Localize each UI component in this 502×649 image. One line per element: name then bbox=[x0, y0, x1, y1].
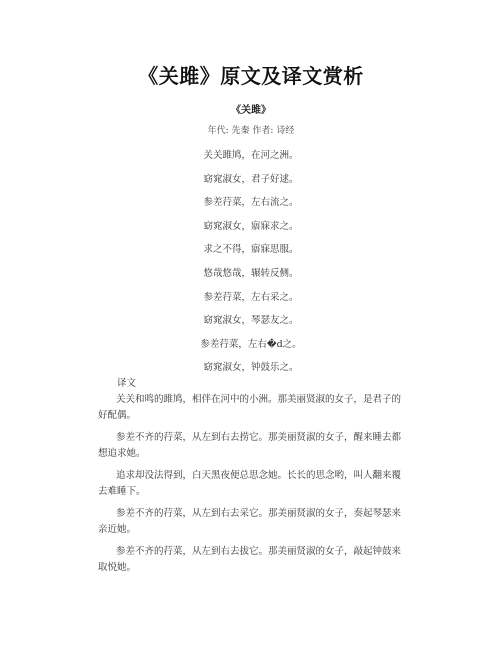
poem-line: 窈窕淑女，君子好逑。 bbox=[203, 173, 299, 185]
poem-line: 参差荇菜，左右流之。 bbox=[203, 197, 299, 209]
translation-heading: 译文 bbox=[117, 378, 137, 389]
translation-paragraph: 参差不齐的荇菜，从左到右去拔它。那美丽贤淑的女子，敲起钟鼓来取悦她。 bbox=[98, 546, 402, 573]
document-title: 《关雎》原文及译文赏析 bbox=[138, 64, 364, 88]
poem-meta: 年代: 先秦 作者: 诗经 bbox=[207, 126, 295, 136]
poem-line: 关关雎鸠，在河之洲。 bbox=[203, 150, 299, 161]
poem-line: 求之不得，寤寐思服。 bbox=[203, 244, 299, 256]
translation-paragraph: 追求却没法得到，白天黑夜便总思念她。长长的思念哟，叫人翻来覆去难睡下。 bbox=[98, 470, 402, 497]
poem-line: 参差荇菜，左右�d之。 bbox=[200, 338, 302, 350]
poem-line: 参差荇菜，左右采之。 bbox=[203, 291, 299, 303]
poem-title: 《关雎》 bbox=[231, 105, 271, 116]
translation-paragraph: 参差不齐的荇菜，从左到右去捞它。那美丽贤淑的女子，醒来睡去都想追求她。 bbox=[98, 432, 402, 459]
poem-line: 悠哉悠哉，辗转反侧。 bbox=[203, 267, 299, 279]
poem-line: 窈窕淑女，寤寐求之。 bbox=[203, 220, 299, 232]
translation-paragraph: 参差不齐的荇菜，从左到右去采它。那美丽贤淑的女子，奏起琴瑟来亲近她。 bbox=[98, 508, 402, 535]
poem-body bbox=[0, 144, 502, 380]
poem-line: 窈窕淑女，琴瑟友之。 bbox=[203, 315, 299, 327]
poem-line: 窈窕淑女，钟鼓乐之。 bbox=[203, 362, 299, 374]
translation-paragraph: 关关和鸣的雎鸠，相伴在河中的小洲。那美丽贤淑的女子，是君子的好配偶。 bbox=[98, 394, 402, 421]
translation-body bbox=[98, 392, 410, 582]
